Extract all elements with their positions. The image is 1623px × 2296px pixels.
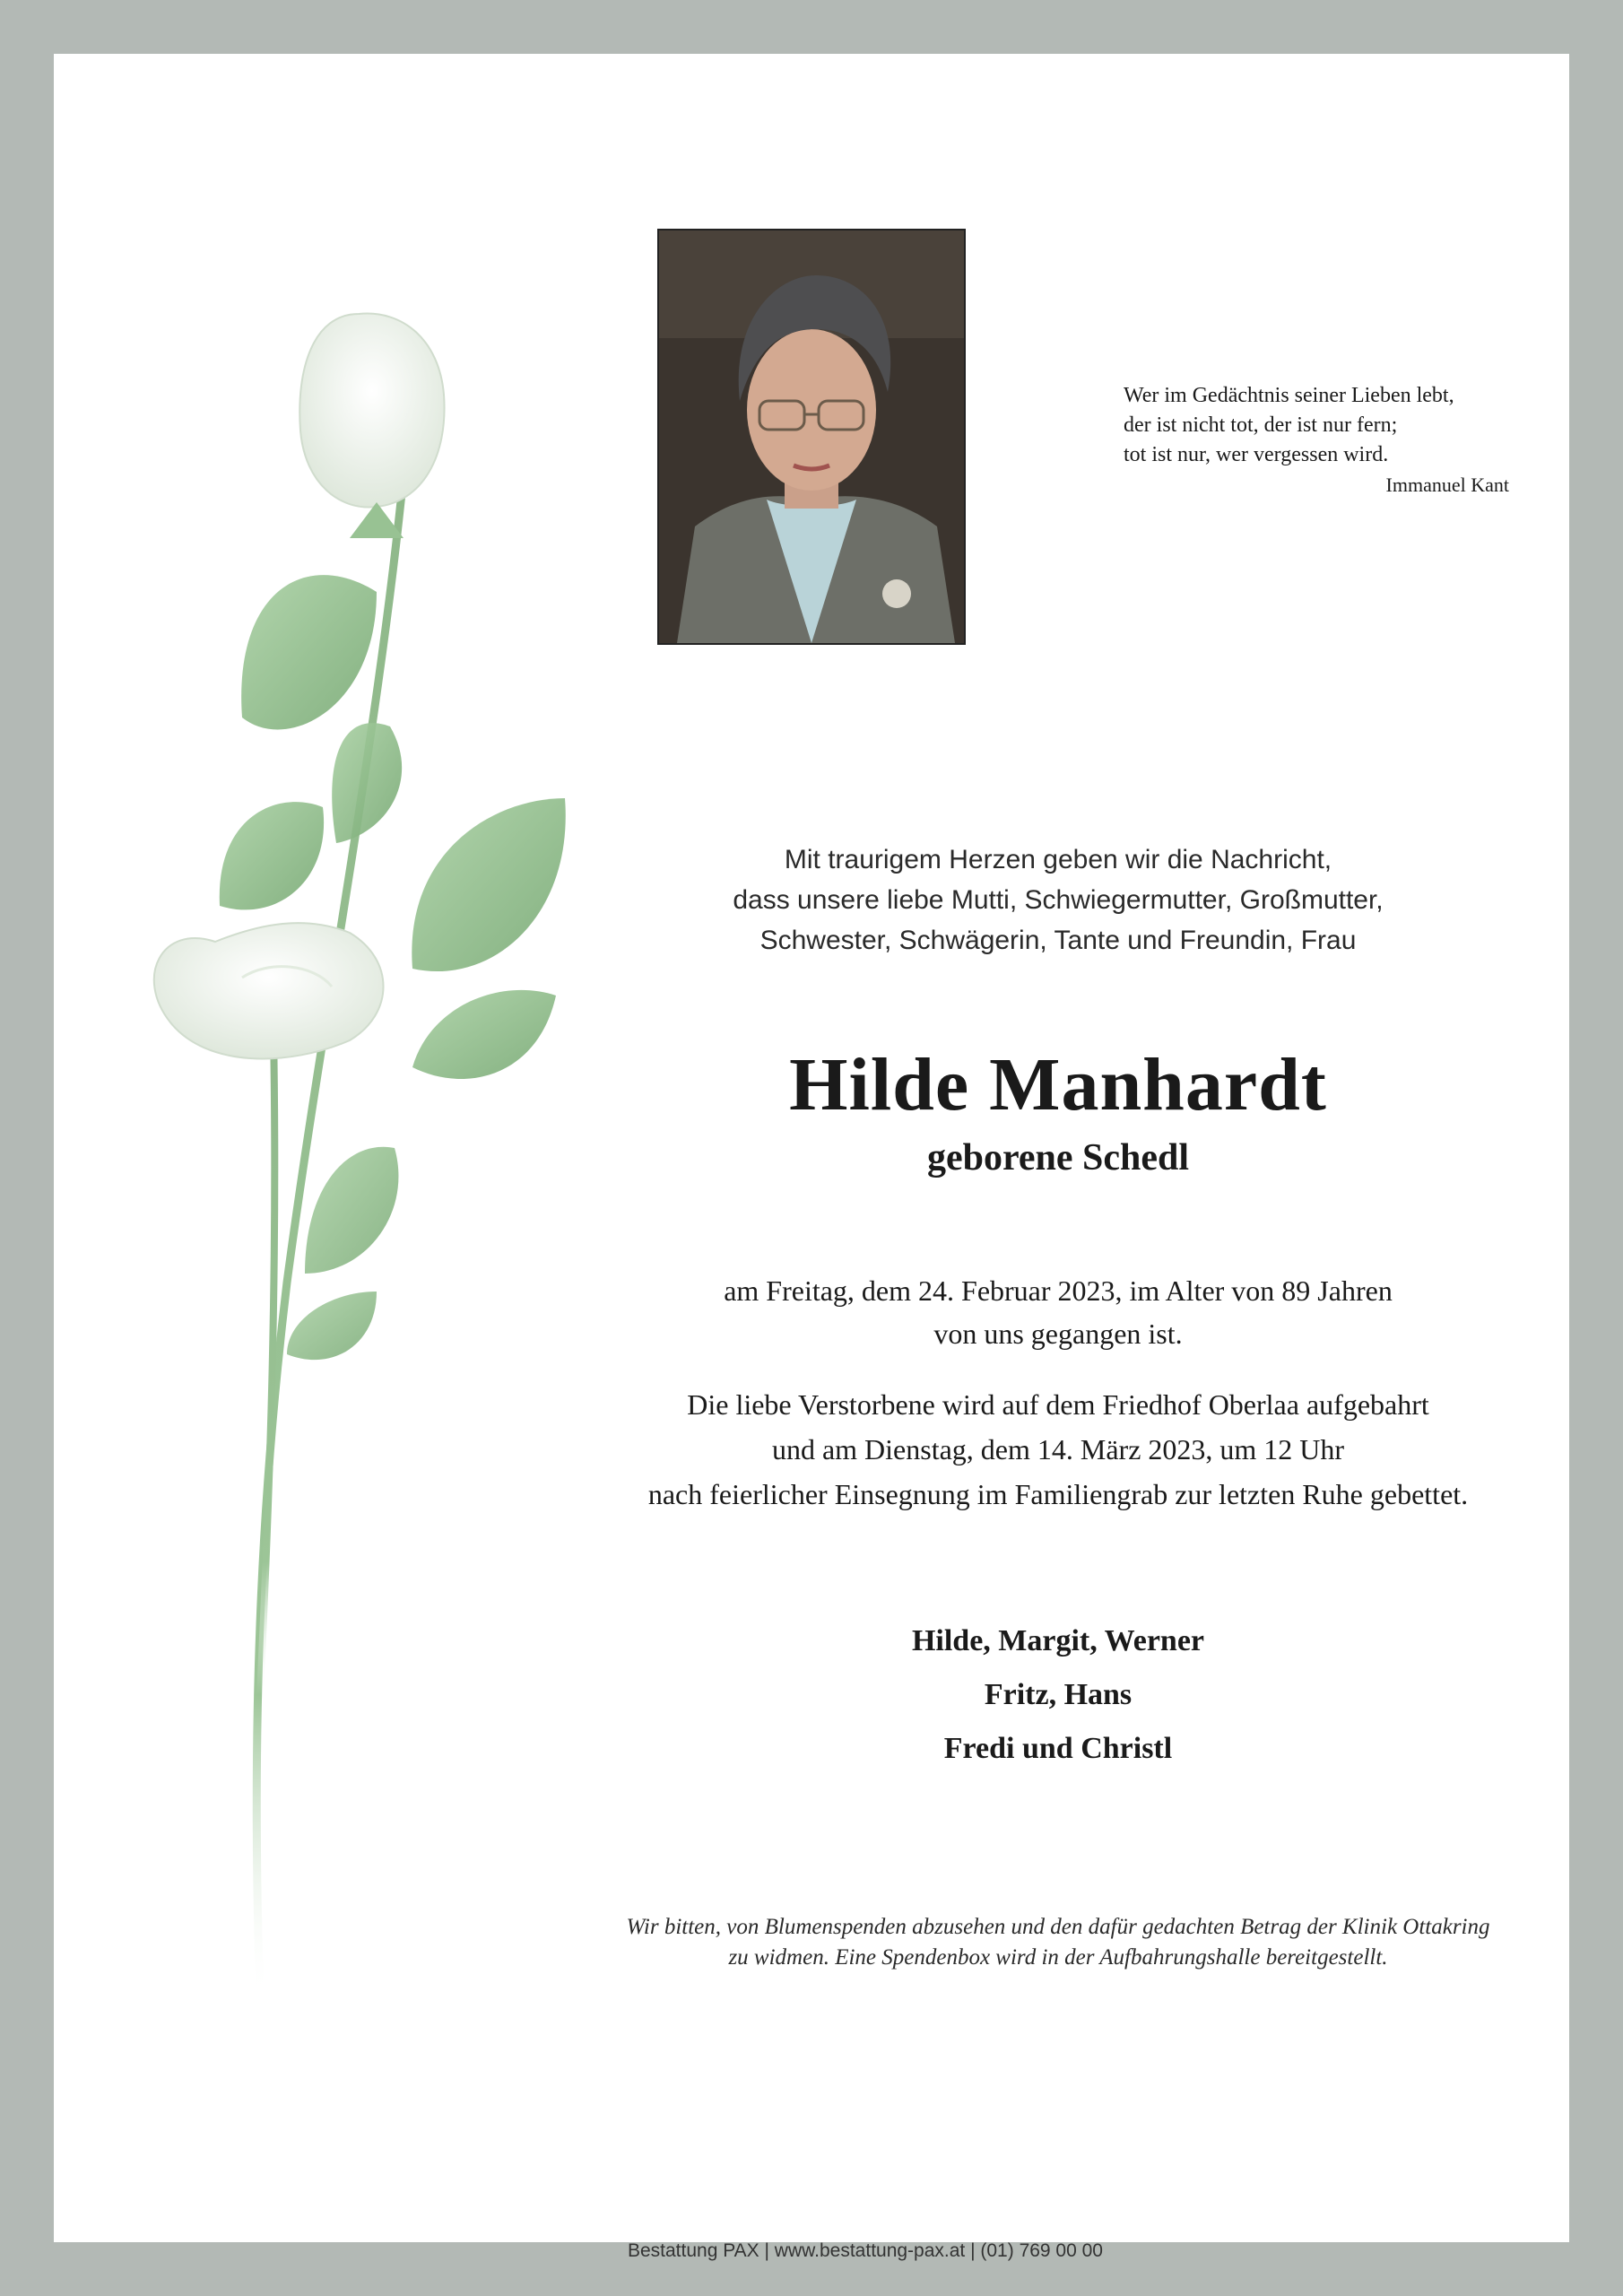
mourners-list	[520, 1614, 1596, 1776]
portrait-photo	[657, 229, 966, 645]
quote-block	[1124, 381, 1509, 500]
intro-line: Mit traurigem Herzen geben wir die Nachricht,	[784, 845, 1332, 874]
announcement-intro	[520, 839, 1596, 961]
death-line: am Freitag, dem 24. Februar 2023, im Alter von 89 Jahren	[724, 1274, 1393, 1307]
quote-line: der ist nicht tot, der ist nur fern;	[1124, 413, 1398, 437]
funeral-home-footer: Bestattung PAX | www.bestattung-pax.at | (01) 769 00 00	[627, 2240, 1103, 2261]
mourner-line: Fritz, Hans	[984, 1678, 1133, 1711]
intro-line: dass unsere liebe Mutti, Schwiegermutter, Großmutter,	[733, 885, 1384, 915]
death-line: von uns gegangen ist.	[933, 1318, 1183, 1350]
maiden-name: geborene Schedl	[926, 1137, 1190, 1178]
donation-note	[520, 1912, 1596, 1973]
note-line: zu widmen. Eine Spendenbox wird in der Aufbahrungshalle bereitgestellt.	[728, 1945, 1388, 1970]
intro-line: Schwester, Schwägerin, Tante und Freundin, Frau	[759, 926, 1357, 955]
mourner-line: Hilde, Margit, Werner	[911, 1624, 1205, 1657]
mourner-line: Fredi und Christl	[943, 1732, 1173, 1765]
obituary-card	[54, 54, 1569, 2261]
note-line: Wir bitten, von Blumenspenden abzusehen und den dafür gedachten Betrag der Klinik Ottakring	[626, 1915, 1490, 1939]
funeral-details	[520, 1382, 1596, 1517]
death-details	[520, 1269, 1596, 1355]
quote-line: tot ist nur, wer vergessen wird.	[1124, 443, 1389, 466]
funeral-line: Die liebe Verstorbene wird auf dem Friedhof Oberlaa aufgebahrt	[687, 1388, 1429, 1421]
quote-author: Immanuel Kant	[1385, 474, 1509, 496]
deceased-name: Hilde Manhardt	[789, 1043, 1327, 1126]
quote-line: Wer im Gedächtnis seiner Lieben lebt,	[1124, 384, 1454, 407]
funeral-line: nach feierlicher Einsegnung im Familiengrab zur letzten Ruhe gebettet.	[647, 1478, 1469, 1510]
funeral-line: und am Dienstag, dem 14. März 2023, um 12 Uhr	[771, 1433, 1345, 1465]
